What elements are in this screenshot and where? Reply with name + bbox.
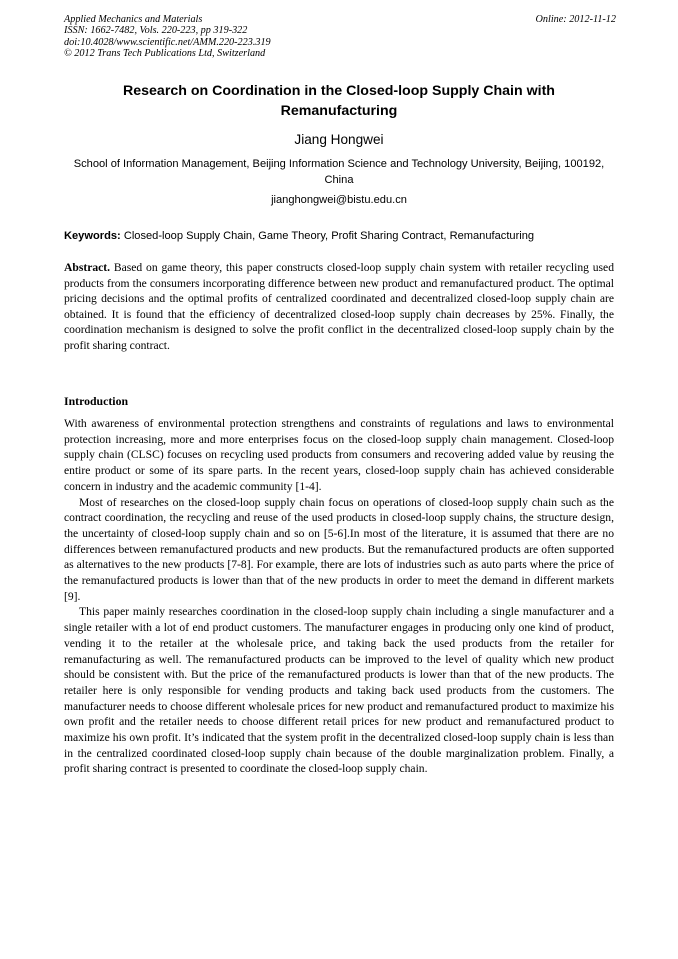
author-name: Jiang Hongwei [294,132,384,147]
paragraph: With awareness of environmental protection strengthens and constraints of regulations and laws to environmental protection increasing, more and more enterprises focus on the closed-loop supply chain management. Closed-loop supply chain (CLSC) focuses on recycling used products from consumers and recovering added value by reusing the entire product or some of its spare parts. In the recent years, closed-loop supply chain has achieved considerable concern in industry and the academic community [1-4]. [64,417,614,493]
issn-line: ISSN: 1662-7482, Vols. 220-223, pp 319-322 [64,25,248,37]
journal-header [64,14,616,60]
copyright-line: © 2012 Trans Tech Publications Ltd, Switzerland [64,48,266,60]
abstract-text: Based on game theory, this paper constructs closed-loop supply chain system with retailer recycling used products from the consumers incorporating difference between new product and remanufactured product. The optimal pricing decisions and the optimal profits of centralized coordinated and decentralized closed-loop supply chain are obtained. It is found that the efficiency of decentralized closed-loop supply chain decreases by 25%. Finally, the coordination mechanism is designed to solve the profit conflict in the decentralized closed-loop supply chain by the profit sharing contract. [64,261,614,352]
author-affiliation: School of Information Management, Beijing Information Science and Technology University, Beijing, 100192, China [73,158,605,186]
keywords-text: Closed-loop Supply Chain, Game Theory, Profit Sharing Contract, Remanufacturing [123,230,535,242]
doi-line: doi:10.4028/www.scientific.net/AMM.220-223.319 [64,36,271,48]
abstract-label: Abstract. [64,261,111,274]
introduction-heading: Introduction [64,394,129,408]
introduction-body [64,416,614,777]
journal-name: Applied Mechanics and Materials [64,14,203,25]
author-email: jianghongwei@bistu.edu.cn [271,194,407,206]
paper-title: Research on Coordination in the Closed-loop Supply Chain with Remanufacturing [123,83,555,119]
paragraph: Most of researches on the closed-loop supply chain focus on operations of closed-loop supply chain such as the contract coordination, the recycling and reuse of the used products in closed-loop supply chains, the structure design, the uncertainty of closed-loop supply chain and so on [5-6].In most of the literature, it is assumed that there are no differences between remanufactured products and new products. But the remanufactured products are often supported as alternatives to the new products [7-8]. For example, there are lots of industries such as auto parts where the price of the remanufactured products is lower than that of the new products in order to meet the demand in different markets [9]. [64,495,614,603]
keywords-label: Keywords: [64,230,121,242]
abstract-paragraph [64,260,614,354]
online-date: Online: 2012-11-12 [535,14,616,25]
keywords-line [64,229,616,243]
paragraph: This paper mainly researches coordination in the closed-loop supply chain including a single manufacturer and a single retailer with a lot of end product customers. The manufacturer engages in producing only one kind of product, vending it to the retailer at the wholesale price, and taking back the used products from the retailer for remanufacturing as well. The remanufactured products can be improved to the level of quality which new product should be consistent with. But the price of the remanufactured products is lower than that of the new products. The retailer here is only responsible for vending products and taking back used products from the customers. The manufacturer needs to choose different wholesale prices for new product and remanufactured product to maximize his own profit and the retailer needs to choose different retail prices for new product and remanufactured product to maximize his own profit. It’s indicated that the system profit in the decentralized closed-loop supply chain is less than in the centralized coordinated closed-loop supply chain because of the double marginalization problem. Finally, a profit sharing contract is presented to coordinate the closed-loop supply chain. [64,605,614,776]
